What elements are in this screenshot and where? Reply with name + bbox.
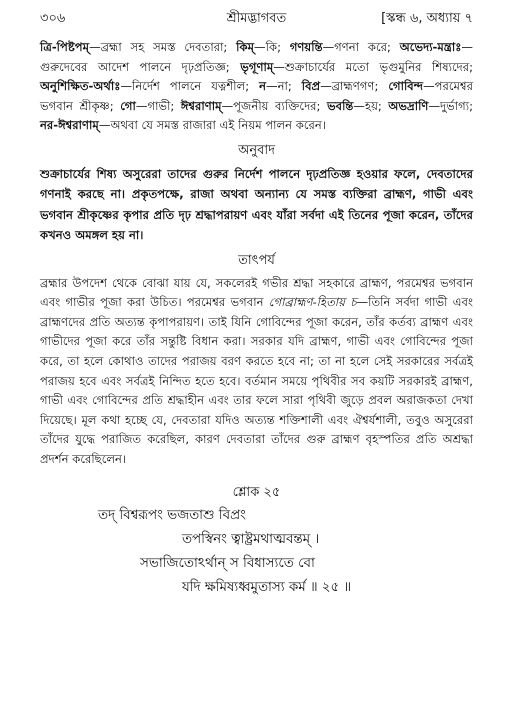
synonym-term: গো: [120, 98, 136, 113]
synonym-definition: —নির্দেশ পালনে যত্নশীল;: [120, 79, 260, 94]
synonym-term: বিপ্র: [301, 79, 321, 94]
purport-text-part-1: ব্রহ্মার উপদেশ থেকে বোঝা যায় যে, সকলেরই গভীর শ্রদ্ধা সহকারে ব্রাহ্মণ, পরমেশ্বর ভগবান এবং গাভীর পূজা করা উচিত। পরমেশ্বর ভগবান: [40, 275, 473, 310]
synonym-term: কিম্: [236, 40, 255, 54]
purport-heading: তাৎপর্য: [238, 252, 275, 268]
synonym-definition: —অথবা যে সমস্ত রাজারা এই নিয়ম পালন করেন।: [98, 118, 327, 133]
running-title: শ্রীমদ্ভাগবত: [226, 11, 287, 26]
synonym-definition: —গণনা করে;: [322, 40, 400, 54]
synonym-term: ঈশ্বরাণাম্: [180, 98, 222, 113]
synonym-term: অভদ্রাণি: [388, 98, 429, 113]
synonym-definition: —দুর্ভাগ্য;: [428, 98, 473, 113]
synonym-term: অভেদ্য-মন্ত্রাঃ: [399, 40, 462, 54]
verse-line-3: সভাজিতোঽর্থান্ স বিধাস্যতে বো: [140, 555, 315, 571]
synonym-definition: —ব্রাহ্মণগণ;: [320, 79, 389, 94]
synonym-term: ন: [259, 79, 267, 94]
synonym-definition: —হয়;: [353, 98, 389, 113]
purport-text: [40, 274, 473, 470]
synonym-term: গণয়ন্তি: [289, 40, 323, 54]
synonym-definition: —শুক্রাচার্যের মতো ভৃগুমুনির শিষ্যদের;: [273, 59, 473, 74]
translation-heading: অনুবাদ: [238, 142, 275, 158]
page-number: ৩০৬: [40, 11, 66, 26]
synonym-definition: —পূজনীয় ব্যক্তিদের;: [221, 98, 327, 113]
synonym-definition: —কি;: [254, 40, 290, 54]
synonym-term: নর-ঈশ্বরাণাম্: [40, 118, 99, 133]
synonym-term: ভবন্তি: [326, 98, 354, 113]
synonym-definition: —না;: [266, 79, 302, 94]
chapter-reference: [স্কন্ধ ৬, অধ্যায় ৭: [381, 11, 473, 26]
synonym-definition: —গুরুদেবের আদেশ পালনে দৃঢ়প্রতিজ্ঞ;: [40, 40, 473, 74]
synonym-term: অনুশিক্ষিত-অর্থাঃ: [40, 79, 121, 94]
synonym-term: গোবিন্দ: [388, 79, 424, 94]
synonym-definition: —পরমেশ্বর ভগবান শ্রীকৃষ্ণ;: [40, 79, 473, 113]
verse-line-2: তপস্বিনং ত্বাষ্ট্রমথাত্মবন্তম্ ।: [182, 531, 320, 547]
synonym-term: ভৃগূণাম্: [240, 59, 274, 74]
synonym-definition: —ব্রহ্মা সহ সমস্ত দেবতারা;: [89, 40, 237, 54]
word-for-word-synonyms: [40, 38, 473, 136]
verse-line-4: যদি ক্ষমিষ্যধ্বমুতাস্য কর্ম ॥ ২৫ ॥: [182, 579, 352, 595]
page-header: [40, 8, 473, 30]
verse-number: শ্লোক ২৫: [232, 484, 281, 500]
synonym-term: ত্রি-পিষ্টপম্: [40, 40, 90, 54]
purport-text-part-2: —তিনি সর্বদা গাভী এবং ব্রাহ্মণদের প্রতি অত্যন্ত কৃপাপরায়ণ। তাই যিনি গোবিন্দের পূজা করেন, তাঁর কর্তব্য ব্রাহ্মণ এবং গাভীদের পূজা করে তাঁর সন্তুষ্টি বিধান করা। সরকার যদি ব্রাহ্মণ, গাভী এবং গোবিন্দের পূজা করে, তা হলে কোথাও তাদের পরাজয় বরণ করতে হবে না; তা না হলে সেই সরকারের সর্বত্রই পরাজয় হবে এবং সর্বত্রই নিন্দিত হতে হবে। বর্তমান সময়ে পৃথিবীর সব কয়টি সরকারই ব্রাহ্মণ, গাভী এবং গোবিন্দের প্রতি শ্রদ্ধাহীন এবং তার ফলে সারা পৃথিবী জুড়ে প্রবল অরাজকতা দেখা দিয়েছে। মূল কথা হচ্ছে যে, দেবতারা যদিও অত্যন্ত শক্তিশালী এবং ঐশ্বর্যশালী, তবুও অসুরেরা তাঁদের যুদ্ধে পরাজিত করেছিল, কারণ দেবতারা তাঁদের গুরু ব্রাহ্মণ বৃহস্পতির প্রতি অশ্রদ্ধা প্রদর্শন করেছিলেন।: [40, 295, 473, 466]
translation-text: শুক্রাচার্যের শিষ্য অসুরেরা তাদের গুরুর নির্দেশ পালনে দৃঢ়প্রতিজ্ঞ হওয়ার ফলে, দেবতাদের গণনাই করছে না। প্রকৃতপক্ষে, রাজা অথবা অন্যান্য যে সমস্ত ব্যক্তিরা ব্রাহ্মণ, গাভী এবং ভগবান শ্রীকৃষ্ণের কৃপার প্রতি দৃঢ় শ্রদ্ধাপরায়ণ এবং যাঁরা সর্বদা এই তিনের পূজা করেন, তাঁদের কখনও অমঙ্গল হয় না।: [40, 166, 473, 243]
verse-line-1: তদ্ বিশ্বরূপং ভজতাশু বিপ্রং: [98, 507, 246, 523]
synonym-definition: —গাভী;: [135, 98, 181, 113]
purport-quote: গোব্রাহ্মণ-হিতায় চ: [268, 295, 357, 310]
